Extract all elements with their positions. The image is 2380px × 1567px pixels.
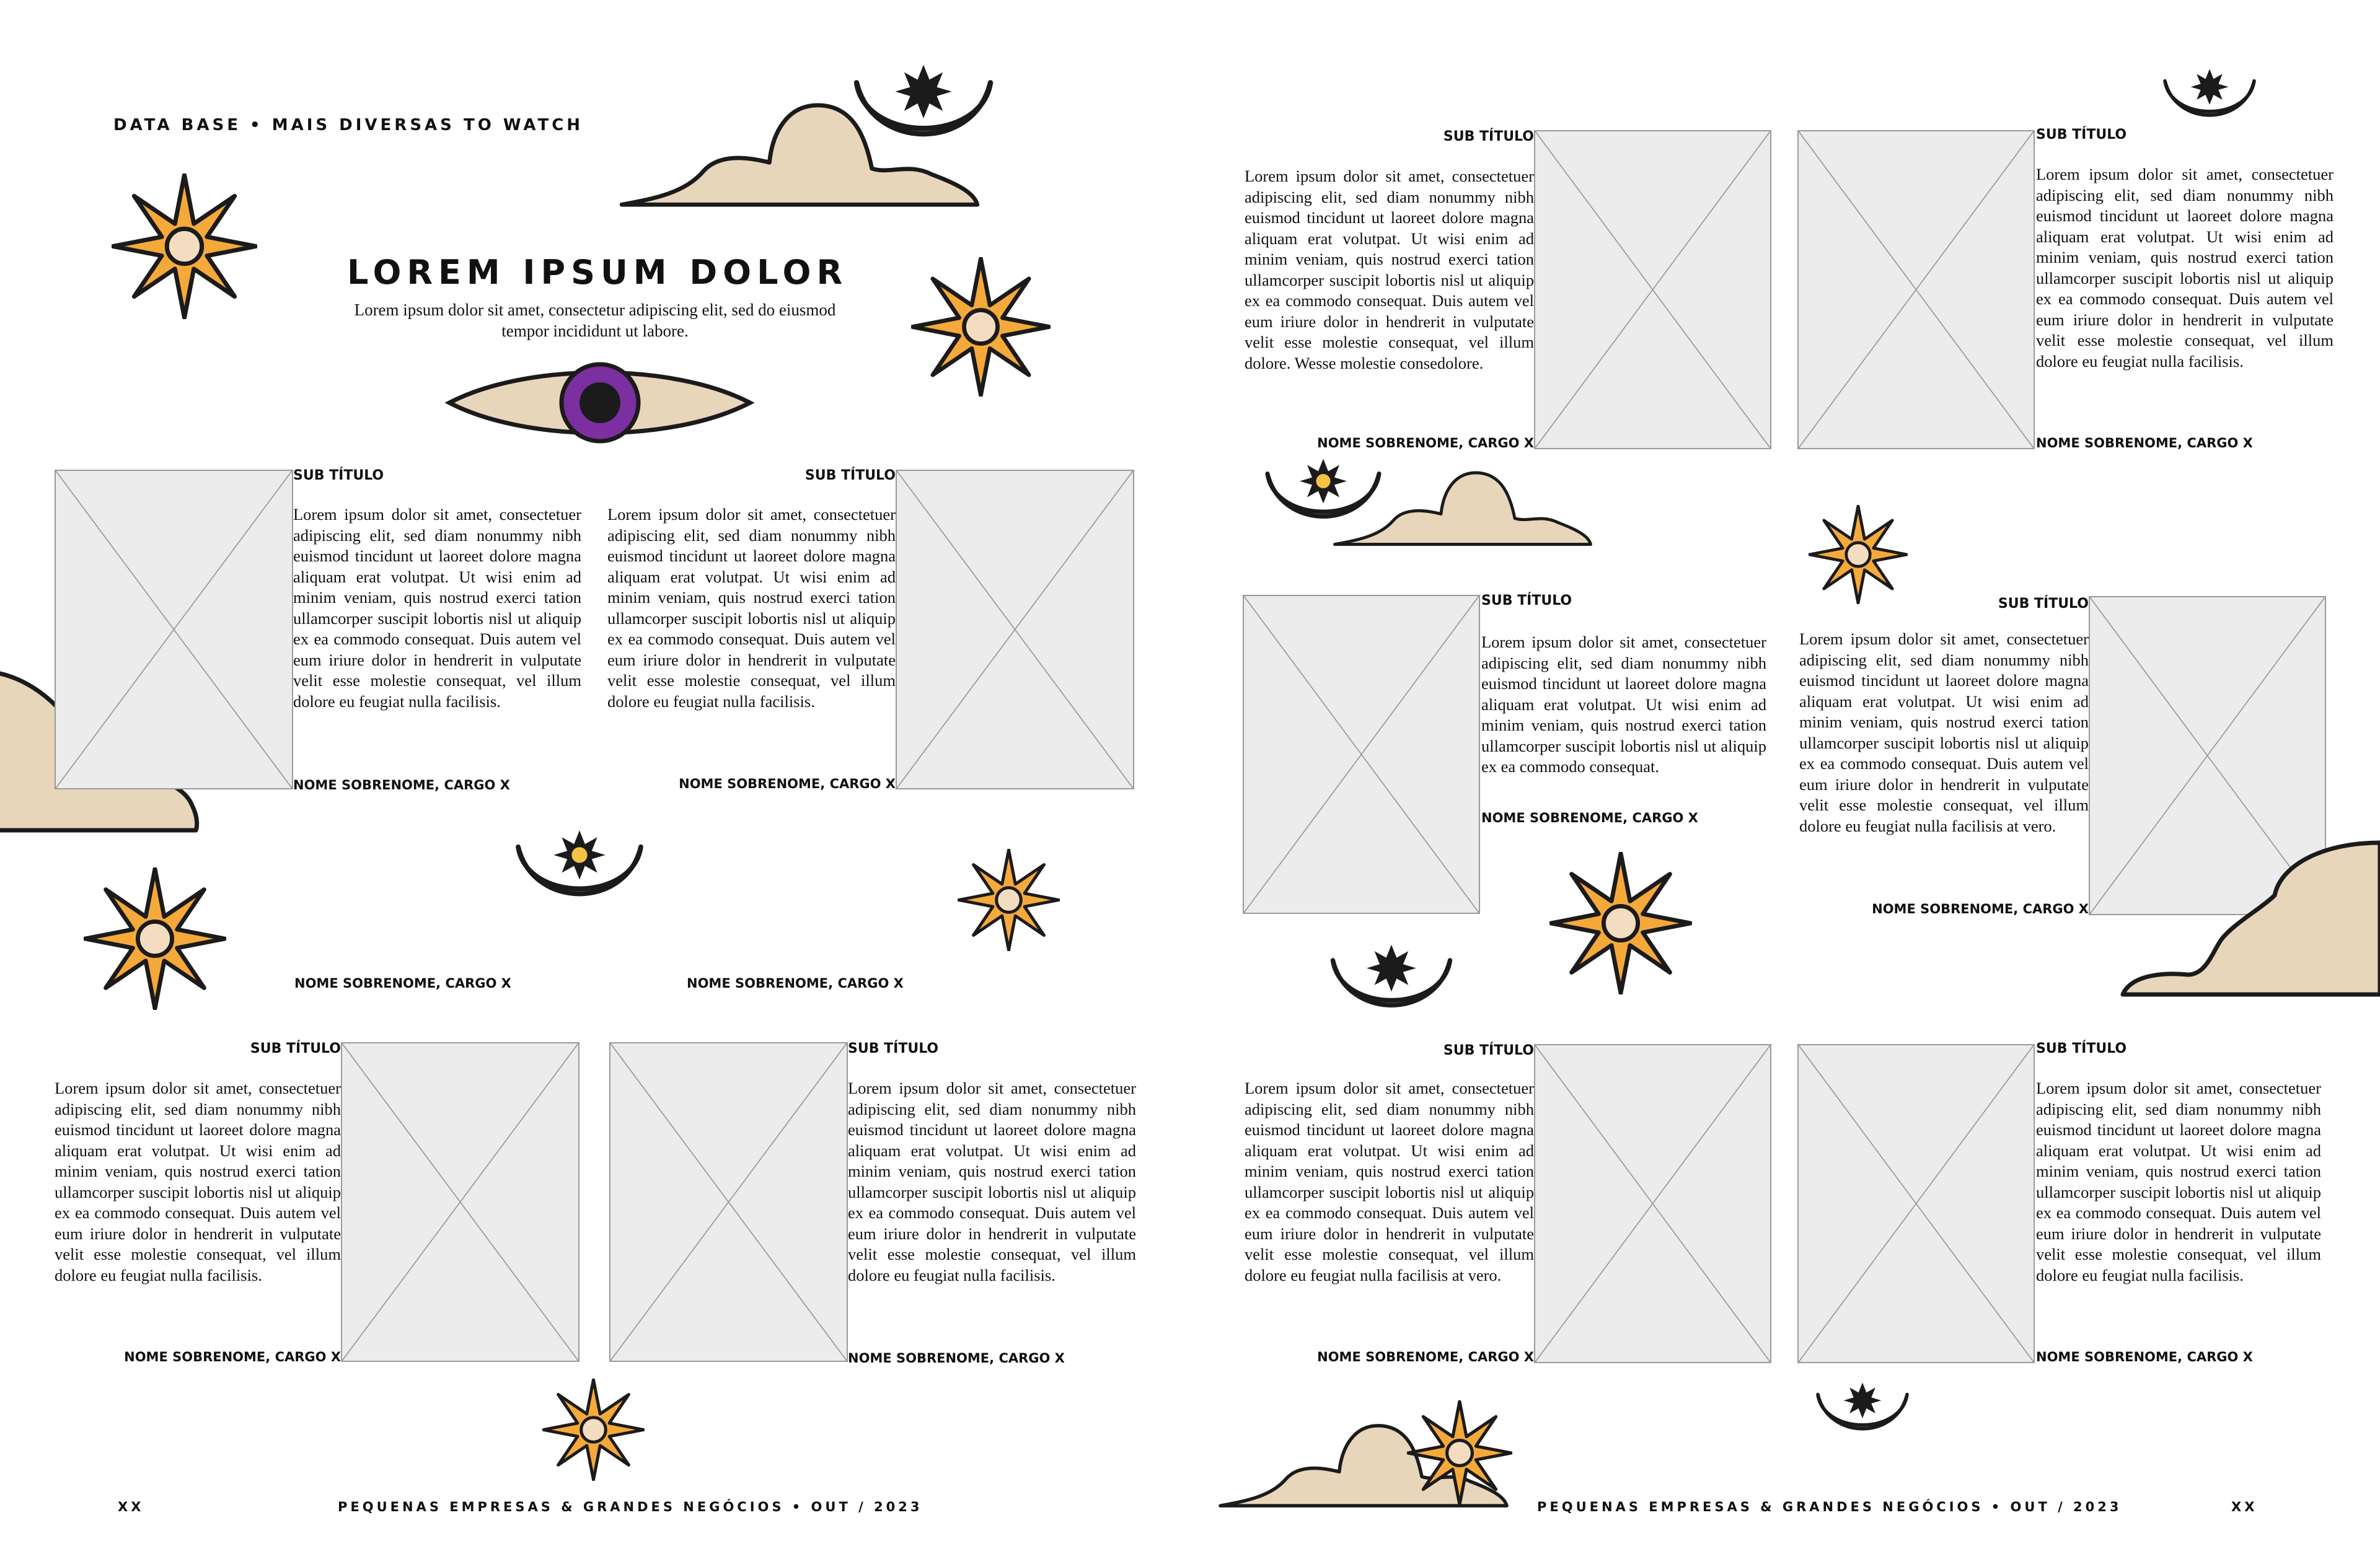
cloud-icon [2120, 840, 2380, 998]
author-credit: NOME SOBRENOME, CARGO X [687, 976, 904, 991]
image-placeholder [1534, 1044, 1771, 1363]
author-credit: NOME SOBRENOME, CARGO X [294, 976, 511, 991]
moon-icon [511, 830, 648, 922]
section-kicker: DATA BASE • MAIS DIVERSAS TO WATCH [113, 116, 584, 134]
image-placeholder [341, 1042, 580, 1362]
page-number: XX [2231, 1499, 2258, 1514]
publication-footer: PEQUENAS EMPRESAS & GRANDES NEGÓCIOS • OUT / 2023 [338, 1499, 923, 1514]
author-credit: NOME SOBRENOME, CARGO X [2036, 1350, 2253, 1364]
image-placeholder [55, 470, 293, 789]
page-title: LOREM IPSUM DOLOR [347, 253, 848, 292]
body-text: Lorem ipsum dolor sit amet, consectetuer adipiscing elit, sed diam nonummy nibh euismod tincidunt ut laoreet dolore magna aliquam erat volutpat. Ut wisi enim ad minim veniam, quis nostrud exerci tation ullamcorper suscipit lobortis nisl ut aliquip ex ea commodo consequat. Duis autem vel eum iriure dolor in hendrerit in vulputate velit esse molestie consequat, vel illum dolore. Wesse molestie consedolore. [1245, 167, 1534, 372]
moon-icon [2160, 68, 2259, 136]
subtitle: SUB TÍTULO [250, 1041, 341, 1056]
moon-icon [1813, 1382, 1912, 1450]
author-credit: NOME SOBRENOME, CARGO X [1317, 1350, 1534, 1364]
moon-icon [1326, 945, 1457, 1032]
subtitle: SUB TÍTULO [2036, 127, 2127, 143]
author-credit: NOME SOBRENOME, CARGO X [1481, 810, 1698, 825]
body-text: Lorem ipsum dolor sit amet, consectetuer adipiscing elit, sed diam nonummy nibh euismod tincidunt ut laoreet dolore magna aliquam erat volutpat. Ut wisi enim ad minim veniam, quis nostrud exerci tation ullamcorper suscipit lobortis nisl ut aliquip ex ea commodo consequat. Duis autem vel eum iriure dolor in hendrerit in vulputate velit esse molestie consequat, vel illum dolore eu feugiat nulla facilisis at vero. [1245, 1079, 1534, 1284]
body-text: Lorem ipsum dolor sit amet, consectetuer adipiscing elit, sed diam nonummy nibh euismod tincidunt ut laoreet dolore magna aliquam erat volutpat. Ut wisi enim ad minim veniam, quis nostrud exerci tation ullamcorper suscipit lobortis nisl ut aliquip ex ea commodo consequat. Duis autem vel eum iriure dolor in hendrerit in vulputate velit esse molestie consequat, vel illum dolore eu feugiat nulla facilisis. [2036, 1079, 2321, 1284]
image-placeholder [609, 1042, 848, 1362]
image-placeholder [1534, 130, 1771, 449]
body-text: Lorem ipsum dolor sit amet, consectetuer adipiscing elit, sed diam nonummy nibh euismod tincidunt ut laoreet dolore magna aliquam erat volutpat. Ut wisi enim ad minim veniam, quis nostrud exerci tation ullamcorper suscipit lobortis nisl ut aliquip ex ea commodo consequat. Duis autem vel eum iriure dolor in hendrerit in vulputate velit esse molestie consequat, vel illum dolore eu feugiat nulla facilisis. [848, 1079, 1136, 1284]
star-icon [542, 1379, 645, 1481]
subtitle: SUB TÍTULO [2036, 1041, 2127, 1056]
page-number: XX [118, 1499, 144, 1514]
body-text: Lorem ipsum dolor sit amet, consectetuer adipiscing elit, sed diam nonummy nibh euismod tincidunt ut laoreet dolore magna aliquam erat volutpat. Ut wisi enim ad minim veniam, quis nostrud exerci tation ullamcorper suscipit lobortis nisl ut aliquip ex ea commodo consequat. Duis autem vel eum iriure dolor in hendrerit in vulputate velit esse molestie consequat, vel illum dolore eu feugiat nulla facilisis at vero. [1799, 630, 2089, 835]
body-text: Lorem ipsum dolor sit amet, consectetuer adipiscing elit, sed diam nonummy nibh euismod tincidunt ut laoreet dolore magna aliquam erat volutpat. Ut wisi enim ad minim veniam, quis nostrud exerci tation ullamcorper suscipit lobortis nisl ut aliquip ex ea commodo consequat. Duis autem vel eum iriure dolor in hendrerit in vulputate velit esse molestie consequat, vel illum dolore eu feugiat nulla facilisis. [607, 505, 896, 711]
author-credit: NOME SOBRENOME, CARGO X [2036, 436, 2253, 450]
eye-icon [446, 350, 753, 455]
author-credit: NOME SOBRENOME, CARGO X [124, 1350, 341, 1364]
publication-footer: PEQUENAS EMPRESAS & GRANDES NEGÓCIOS • OUT / 2023 [1537, 1499, 2122, 1514]
star-icon [1549, 852, 1692, 994]
subtitle: SUB TÍTULO [1443, 129, 1534, 144]
image-placeholder [1243, 595, 1480, 914]
author-credit: NOME SOBRENOME, CARGO X [1317, 436, 1534, 450]
author-credit: NOME SOBRENOME, CARGO X [679, 776, 896, 791]
image-placeholder [896, 470, 1134, 789]
body-text: Lorem ipsum dolor sit amet, consectetuer adipiscing elit, sed diam nonummy nibh euismod tincidunt ut laoreet dolore magna aliquam erat volutpat. Ut wisi enim ad minim veniam, quis nostrud exerci tation ullamcorper suscipit lobortis nisl ut aliquip ex ea commodo consequat. Duis autem vel eum iriure dolor in hendrerit in vulputate velit esse molestie consequat, vel illum dolore eu feugiat nulla facilisis. [2036, 165, 2334, 371]
image-placeholder [1797, 130, 2035, 449]
body-text: Lorem ipsum dolor sit amet, consectetuer adipiscing elit, sed diam nonummy nibh euismod tincidunt ut laoreet dolore magna aliquam erat volutpat. Ut wisi enim ad minim veniam, quis nostrud exerci tation ullamcorper suscipit lobortis nisl ut aliquip ex ea commodo consequat. Duis autem vel eum iriure dolor in hendrerit in vulputate velit esse molestie consequat, vel illum dolore eu feugiat nulla facilisis. [293, 505, 581, 711]
body-text: Lorem ipsum dolor sit amet, consectetuer adipiscing elit, sed diam nonummy nibh euismod tincidunt ut laoreet dolore magna aliquam erat volutpat. Ut wisi enim ad minim veniam, quis nostrud exerci tation ullamcorper suscipit lobortis nisl ut aliquip ex ea commodo consequat. Duis autem vel eum iriure dolor in hendrerit in vulputate velit esse molestie consequat, vel illum dolore eu feugiat nulla facilisis. [55, 1079, 341, 1284]
subtitle: SUB TÍTULO [804, 468, 896, 483]
subtitle: SUB TÍTULO [1998, 596, 2089, 612]
star-icon [1407, 1400, 1512, 1506]
star-icon [84, 867, 226, 1010]
subtitle: SUB TÍTULO [848, 1041, 939, 1056]
image-placeholder [1797, 1044, 2035, 1363]
subtitle: SUB TÍTULO [1443, 1043, 1534, 1058]
moon-icon [849, 65, 998, 164]
author-credit: NOME SOBRENOME, CARGO X [1872, 902, 2089, 916]
star-icon [958, 849, 1060, 951]
author-credit: NOME SOBRENOME, CARGO X [293, 778, 510, 792]
star-icon [112, 173, 257, 319]
cloud-icon [1333, 468, 1593, 551]
subtitle: SUB TÍTULO [293, 468, 384, 483]
intro-text: Lorem ipsum dolor sit amet, consectetur adipiscing elit, sed do eiusmod tempor incididunt ut labore. [354, 301, 836, 340]
body-text: Lorem ipsum dolor sit amet, consectetuer adipiscing elit, sed diam nonummy nibh euismod tincidunt ut laoreet dolore magna aliquam erat volutpat. Ut wisi enim ad minim veniam, quis nostrud exerci tation ullamcorper suscipit lobortis nisl ut aliquip ex ea commodo consequat. [1481, 633, 1766, 776]
star-icon [1809, 505, 1908, 604]
author-credit: NOME SOBRENOME, CARGO X [848, 1351, 1065, 1366]
star-icon [911, 257, 1051, 397]
subtitle: SUB TÍTULO [1481, 593, 1572, 608]
